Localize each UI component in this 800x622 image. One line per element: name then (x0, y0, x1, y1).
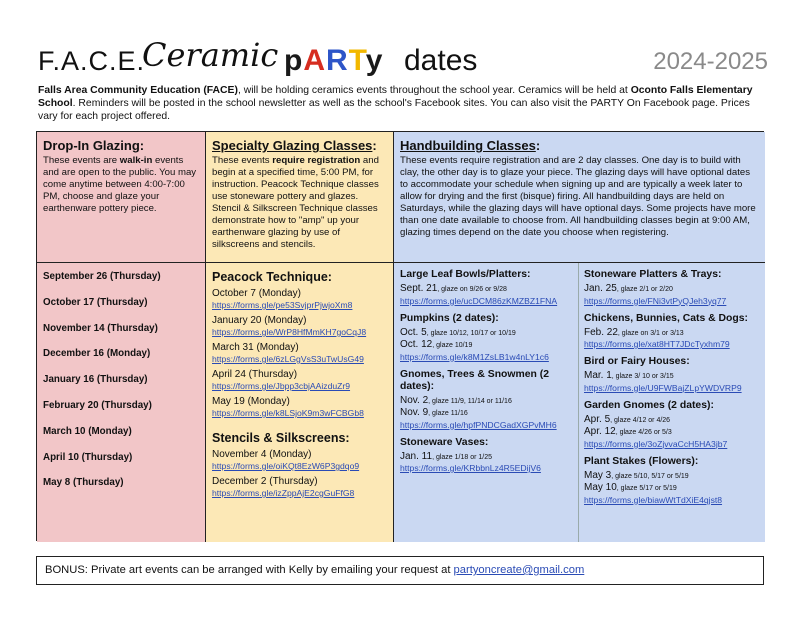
build-date: Mar. 1 (584, 370, 612, 381)
build-date: Jan. 11 (400, 450, 433, 462)
bonus-note (36, 556, 764, 585)
stencils-list (206, 449, 393, 499)
registration-link[interactable]: https://forms.gle/hpfPNDCGadXGPvMH6 (400, 419, 557, 430)
dropin-title: Drop-In Glazing: (43, 138, 145, 153)
registration-link[interactable]: https://forms.gle/ucDCM86zKMZBZ1FNA (400, 295, 558, 306)
project-title: Plant Stakes (Flowers): (584, 455, 699, 467)
events-table (36, 131, 764, 541)
build-date: May 10 (584, 482, 617, 493)
project-date (584, 414, 765, 427)
event-date: January 20 (Monday) (212, 315, 307, 326)
project-title: Bird or Fairy Houses: (584, 356, 690, 367)
registration-link[interactable]: https://forms.gle/Jbpp3cbjAAizduZr9 (212, 381, 351, 391)
glaze-dates: , glaze 4/26 or 5/3 (615, 429, 672, 436)
registration-link[interactable]: https://forms.gle/k8M1ZsLB1w4nLY1c6 (400, 351, 549, 362)
registration-link[interactable]: https://forms.gle/KRbbnLz4R5EDijV6 (400, 463, 541, 473)
registration-link[interactable]: https://forms.gle/U9FWBajZLpYWDVRP9 (584, 382, 742, 393)
project-date (400, 395, 578, 408)
dropin-date: March 10 (Monday) (43, 425, 132, 437)
handbuilding-left-column (394, 263, 579, 542)
build-date: Sept. 21 (400, 283, 438, 294)
glaze-dates: , glaze 10/12, 10/17 or 10/19 (426, 329, 516, 337)
dropin-date: May 8 (Thursday) (43, 477, 124, 489)
project-date (400, 327, 578, 340)
intro-school: Oconto Falls Elementary School (38, 85, 753, 109)
registration-link[interactable]: https://forms.gle/xat8HT7JDcTyxhm79 (584, 339, 730, 349)
event-date: November 4 (Monday) (212, 449, 312, 460)
dropin-date: February 20 (Thursday) (43, 399, 152, 411)
project-date (584, 426, 765, 439)
glaze-dates: , glaze 11/9, 11/14 or 11/16 (428, 397, 512, 405)
event-date: March 31 (Monday) (212, 342, 299, 353)
handbuilding-description: These events require registration and are 2 day classes. One day is to build with clay, the other day is to glaze your piece. The glazing days will have optional dates to accommodate your schedule when signing up and are typically a week later to allow for drying and the first (bisque) firing. All handbuilding days are held on Saturdays, while the glazing days will have optional days. Some projects have more than one date available to choose from. All handbuilding classes begin at 9:00 AM, glazing times depend on the date you choose when registering. (400, 155, 756, 238)
party-letter: p (284, 44, 304, 77)
event-date: October 7 (Monday) (212, 288, 301, 299)
build-date: Feb. 22 (584, 326, 618, 338)
dropin-date: April 10 (Thursday) (43, 451, 133, 463)
peacock-list (206, 288, 393, 419)
registration-link[interactable]: https://forms.gle/biawWtTdXiE4qjst8 (584, 494, 723, 505)
dropin-date: October 17 (Thursday) (43, 296, 148, 308)
project-title: Pumpkins (2 dates): (400, 312, 499, 324)
page-header (38, 36, 768, 80)
dropin-date: November 14 (Thursday) (43, 322, 158, 334)
project-title: Large Leaf Bowls/Platters: (400, 269, 531, 280)
peacock-title: Peacock Technique: (212, 270, 332, 284)
glaze-dates: , glaze 5/10, 5/17 or 5/19 (611, 472, 689, 480)
specialty-header-cell (205, 132, 393, 263)
intro-paragraph (38, 84, 760, 123)
build-date: Apr. 5 (584, 413, 611, 425)
project-date (584, 370, 765, 383)
project-date (584, 283, 765, 296)
build-date: May 3 (584, 469, 612, 481)
dropin-header-cell (37, 132, 205, 263)
project-date (400, 451, 578, 464)
school-year: 2024-2025 (653, 48, 768, 75)
handbuilding-right-column (578, 263, 765, 542)
bonus-email-link[interactable]: partyoncreate@gmail.com (453, 564, 585, 576)
dropin-dates-cell (37, 263, 205, 542)
glaze-dates: , glaze 11/16 (428, 410, 468, 417)
project-date (584, 327, 765, 340)
registration-link[interactable]: https://forms.gle/6zLGgVsS3uTwUsG49 (212, 354, 364, 364)
dropin-date-list (37, 263, 205, 488)
build-date: Apr. 12 (584, 426, 616, 437)
registration-link[interactable]: https://forms.gle/FNi3vtPyQJeh3yq77 (584, 295, 727, 306)
dropin-date: January 16 (Thursday) (43, 374, 148, 386)
glaze-dates: , glaze 5/17 or 5/19 (616, 485, 677, 492)
build-date: Nov. 9 (400, 407, 429, 418)
party-letter: T (348, 44, 366, 77)
glaze-dates: , glaze 4/12 or 4/26 (610, 416, 671, 424)
project-date (400, 339, 578, 352)
dropin-date: September 26 (Thursday) (43, 271, 161, 282)
registration-link[interactable]: https://forms.gle/pe53SvjprPjwjoXm8 (212, 300, 353, 310)
build-date: Oct. 5 (400, 326, 427, 338)
glaze-dates: , glaze on 3/1 or 3/13 (617, 329, 684, 337)
build-date: Jan. 25 (584, 283, 617, 294)
intro-text-2: . Reminders will be posted in the school newsletter as well as the school's Facebook sites. You can also visit the PARTY On Facebook page. Prices vary for each project offered. (38, 98, 750, 122)
build-date: Oct. 12 (400, 339, 433, 350)
project-date (584, 470, 765, 483)
dropin-description: These events are walk-in events and are open to the public. You may come anytime between 4:00-7:00 PM, choose and glaze your earthenware pottery piece. (43, 155, 197, 214)
project-title: Stoneware Platters & Trays: (584, 269, 722, 280)
registration-link[interactable]: https://forms.gle/WrP8HfMmKH7goCqJ8 (212, 327, 367, 337)
title-ceramic: Ceramic (142, 36, 279, 74)
specialty-description: These events require registration and begin at a specified time, 5:00 PM, for instruction. Peacock Technique classes use stoneware pottery and glazes. Stencil & Silkscreen Technique classes demonstrate how to "amp" up your earthenware glazing by use of silkscreens and stencils. (212, 155, 379, 250)
specialty-dates-cell (205, 263, 393, 542)
registration-link[interactable]: https://forms.gle/izZppAjE2cgGuFfG8 (212, 488, 355, 498)
glaze-dates: , glaze 1/18 or 1/25 (432, 453, 492, 461)
glaze-dates: , glaze 3/ 10 or 3/15 (611, 373, 674, 380)
party-letter: R (326, 44, 349, 77)
registration-link[interactable]: https://forms.gle/3oZjvvaCcH5HA3jb7 (584, 438, 728, 449)
intro-text-1: , will be holding ceramics events throughout the school year. Ceramics will be held at (237, 85, 631, 96)
glaze-dates: , glaze 2/1 or 2/20 (616, 286, 673, 293)
project-date (584, 482, 765, 495)
event-date: April 24 (Thursday) (212, 369, 298, 380)
handbuilding-title: Handbuilding Classes: (400, 138, 541, 153)
title-party (284, 44, 383, 78)
party-letter: A (303, 44, 326, 77)
project-date (400, 407, 578, 420)
title-dates: dates (404, 44, 478, 77)
event-date: December 2 (Thursday) (212, 476, 318, 487)
glaze-dates: , glaze on 9/26 or 9/28 (437, 286, 507, 293)
project-title: Chickens, Bunnies, Cats & Dogs: (584, 312, 748, 324)
stencils-title: Stencils & Silkscreens: (212, 431, 350, 445)
build-date: Nov. 2 (400, 394, 429, 406)
project-title: Garden Gnomes (2 dates): (584, 399, 714, 411)
dropin-date: December 16 (Monday) (43, 348, 151, 360)
glaze-dates: , glaze 10/19 (432, 342, 473, 349)
registration-link[interactable]: https://forms.gle/k8LSjoK9m3wFCBGb8 (212, 408, 364, 418)
registration-link[interactable]: https://forms.gle/oiKQt8EzW6P3gdqo9 (212, 461, 360, 471)
title-face: F.A.C.E. (38, 46, 146, 76)
specialty-title: Specialty Glazing Classes: (212, 138, 377, 153)
handbuilding-header-cell (393, 132, 765, 263)
bonus-text: BONUS: Private art events can be arranged with Kelly by emailing your request at (45, 564, 454, 576)
project-date (400, 283, 578, 296)
project-title: Gnomes, Trees & Snowmen (2 dates): (400, 368, 549, 392)
event-date: May 19 (Monday) (212, 396, 290, 407)
intro-org: Falls Area Community Education (FACE) (38, 85, 238, 96)
handbuilding-dates-cell (393, 263, 765, 542)
party-letter: y (365, 44, 384, 77)
project-title: Stoneware Vases: (400, 436, 489, 448)
